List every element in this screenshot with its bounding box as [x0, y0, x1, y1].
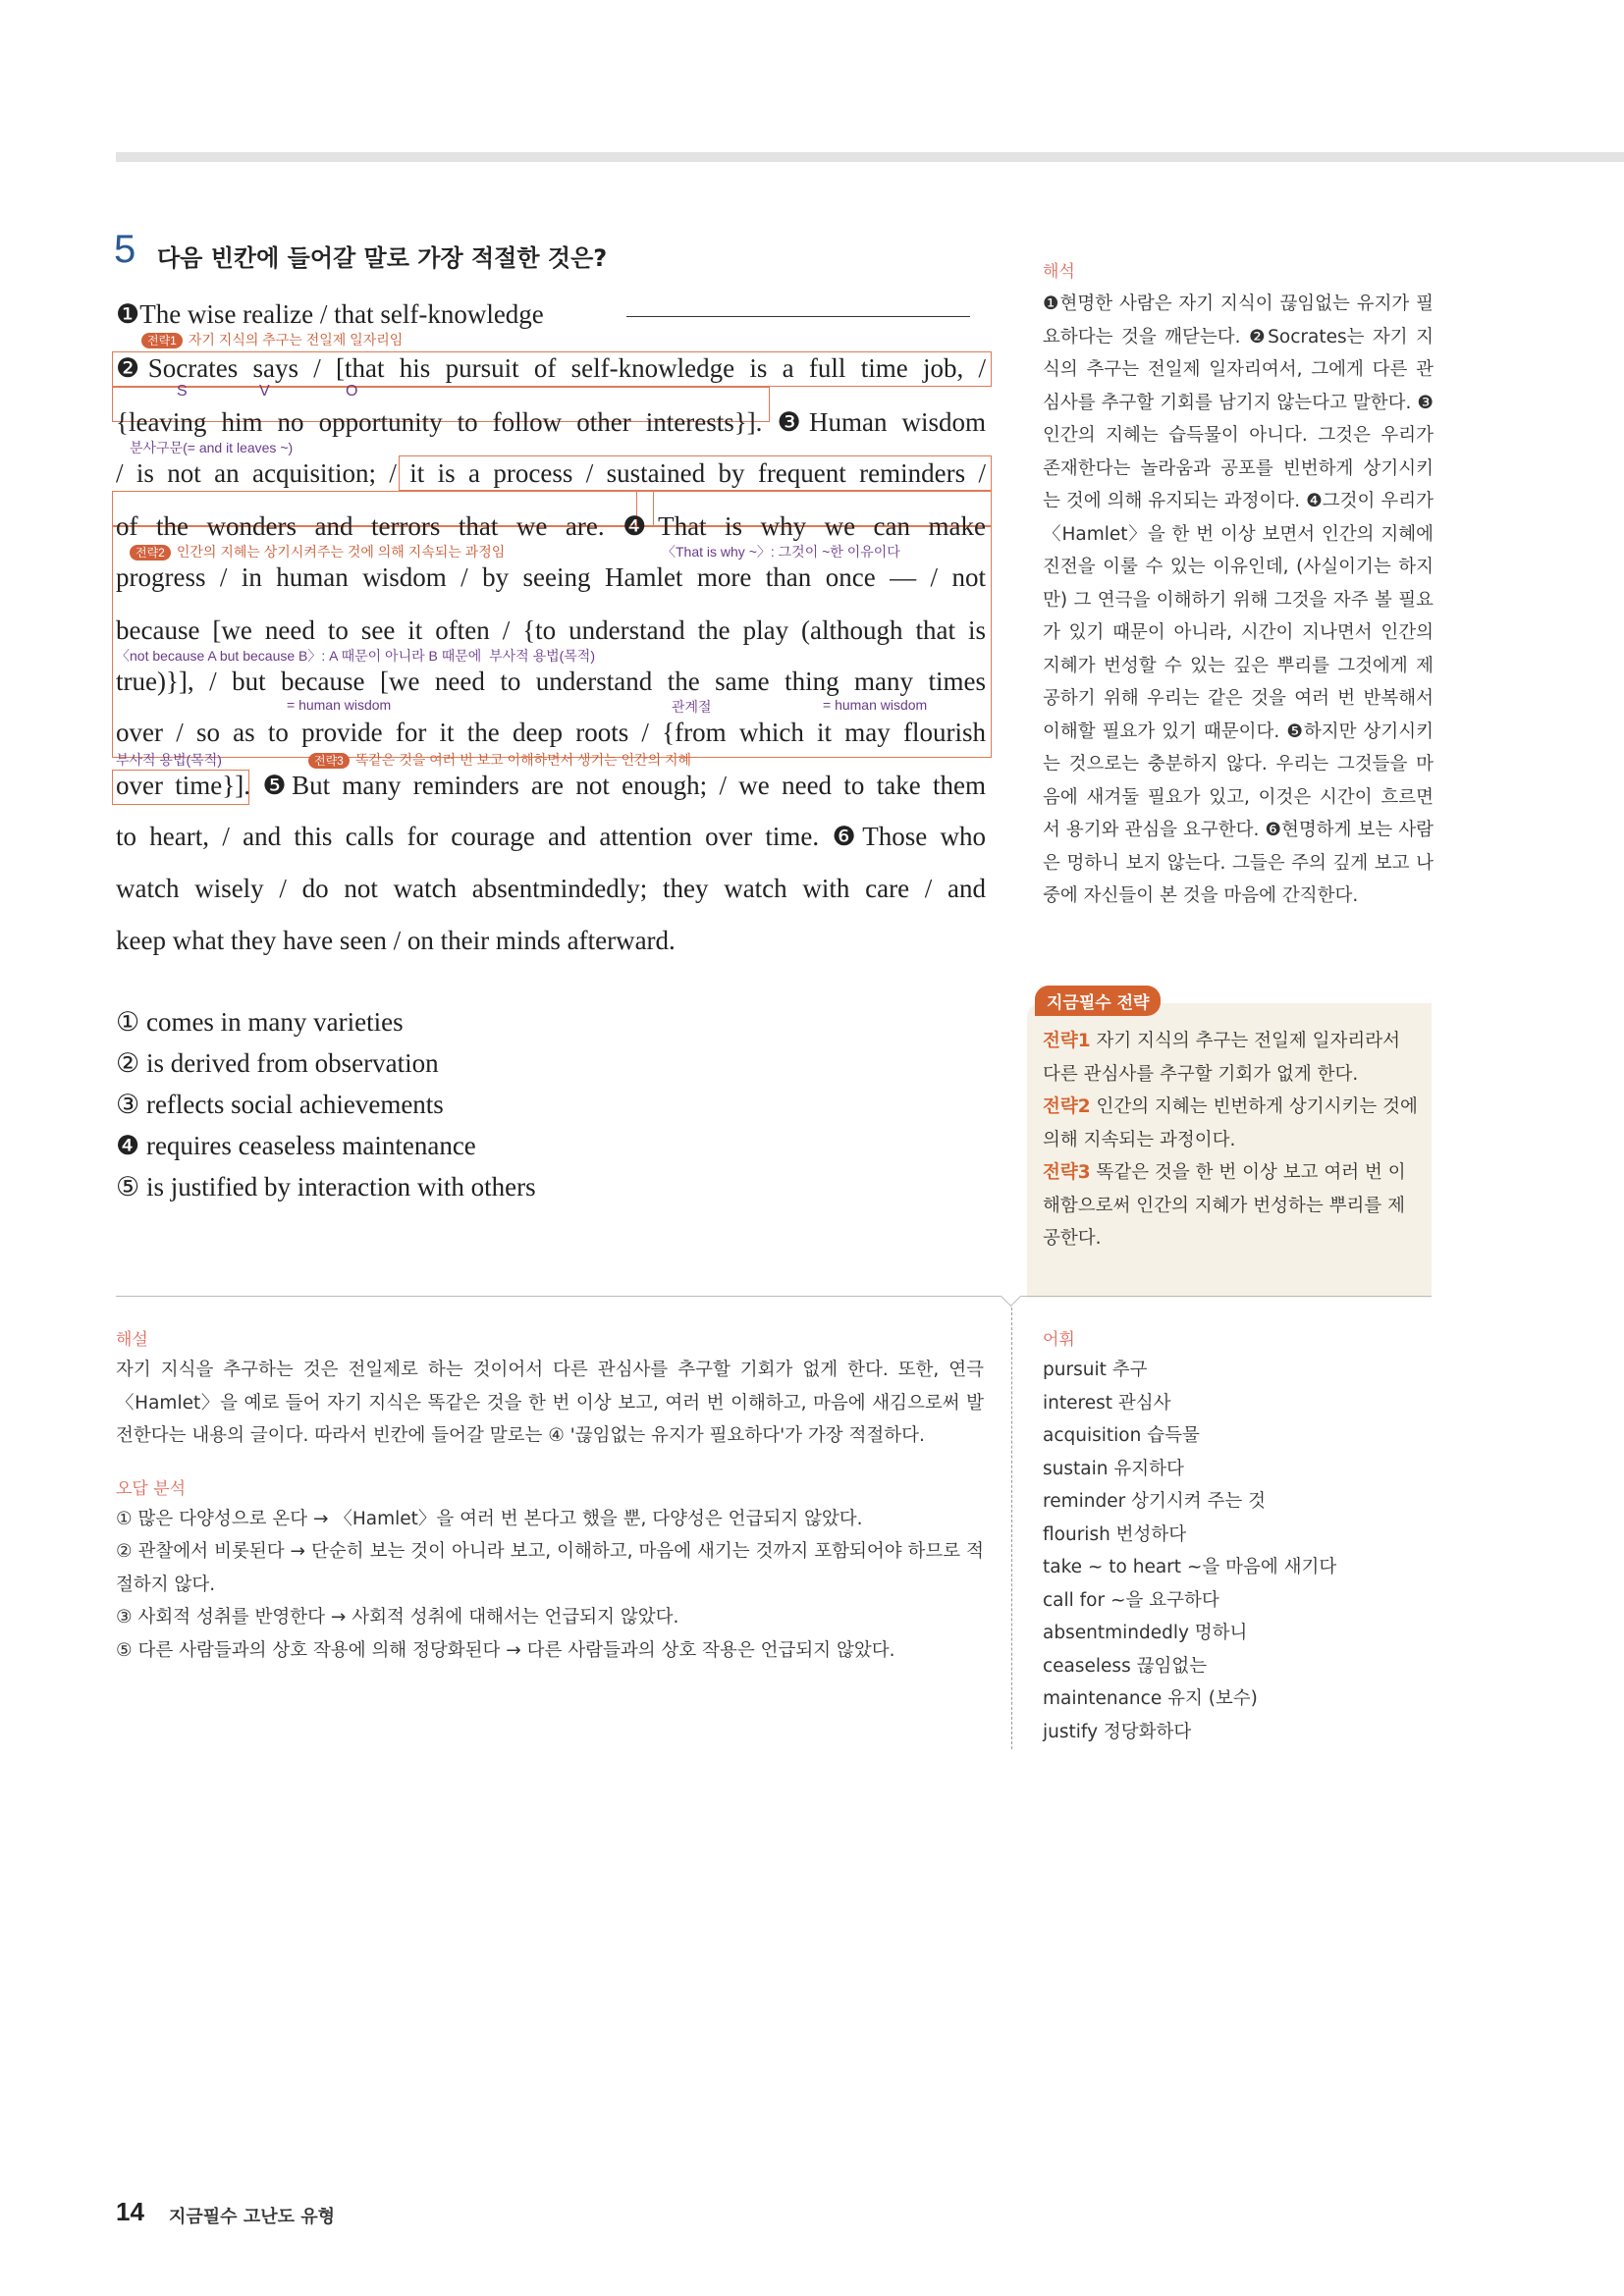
- wrong-analysis-list: [116, 1503, 984, 1668]
- wrong-item-5: ⑤ 다른 사람들과의 상호 작용에 의해 정당화된다 → 다른 사람들과의 상호 작용은 언급되지 않았다.: [116, 1639, 895, 1661]
- explanation-section: [116, 1325, 984, 1667]
- book-title: 지금필수 고난도 유형: [169, 2207, 336, 2227]
- vocab-item: interest 관심사: [1043, 1392, 1171, 1414]
- vocab-item: sustain 유지하다: [1043, 1458, 1184, 1479]
- passage-line-8: true)}], / but because [we need to understand the same thing many times: [116, 667, 986, 696]
- passage-line-13: keep what they have seen / on their minds afterward.: [116, 926, 676, 955]
- adverbial-annotation-2: 부사적 용법(목적): [116, 752, 222, 768]
- strategy-item-3: 전략3 똑같은 것을 한 번 이상 보고 여러 번 이해함으로써 인간의 지혜가 번성하는 뿌리를 제공한다.: [1043, 1162, 1406, 1249]
- that-is-why-annotation: 〈That is why ~〉: 그것이 ~한 이유이다: [662, 544, 900, 560]
- subject-label: S: [177, 383, 188, 400]
- strategy2-text: 인간의 지혜는 상기시켜주는 것에 의해 지속되는 과정임: [176, 544, 506, 560]
- passage-line-7: because [we need to see it often / {to understand the play (although that is: [116, 615, 986, 645]
- vocab-item: call for ~을 요구하다: [1043, 1589, 1219, 1611]
- strategy-item-1: 전략1 자기 지식의 추구는 전일제 일자리라서 다른 관심사를 추구할 기회가 없게 한다.: [1043, 1031, 1400, 1085]
- passage-line-12: watch wisely / do not watch absentmindedly; they watch with care / and: [116, 874, 986, 903]
- option-4-correct[interactable]: ❹ requires ceaseless maintenance: [116, 1131, 476, 1160]
- strategy1-tag: 전략1: [141, 333, 183, 348]
- option-1[interactable]: ① comes in many varieties: [116, 1007, 404, 1037]
- vocab-item: ceaseless 끊임없는: [1043, 1655, 1208, 1677]
- translation-heading: 해석: [1043, 262, 1075, 282]
- vocab-item: reminder 상기시켜 주는 것: [1043, 1491, 1266, 1512]
- strategy3-text: 똑같은 것을 여러 번 보고 이해하면서 생기는 인간의 지혜: [354, 752, 692, 768]
- vocab-item: justify 정당화하다: [1043, 1721, 1192, 1742]
- object-label: O: [346, 383, 358, 400]
- verb-label: V: [259, 383, 270, 400]
- vocabulary-heading: 어휘: [1043, 1330, 1075, 1350]
- option-5[interactable]: ⑤ is justified by interaction with others: [116, 1172, 536, 1201]
- question-title: 다음 빈칸에 들어갈 말로 가장 적절한 것은?: [157, 244, 608, 272]
- vocab-item: flourish 번성하다: [1043, 1523, 1187, 1545]
- passage-line-3: {leaving him no opportunity to follow other interests}]. ❸Human wisdom: [116, 407, 986, 437]
- strategy1-annotation: [141, 330, 403, 349]
- answer-options: [116, 1001, 536, 1207]
- wrong-item-2: ② 관찰에서 비롯된다 → 단순히 보는 것이 아니라 보고, 이해하고, 마음에 새기는 것까지 포함되어야 하므로 적절하지 않다.: [116, 1541, 984, 1595]
- divider-notch: [1001, 1286, 1021, 1307]
- passage-line-1: ❶The wise realize / that self-knowledge: [116, 299, 544, 329]
- question-number: 5: [114, 228, 136, 271]
- top-divider-bar: [116, 152, 1624, 162]
- wrong-item-1: ① 많은 다양성으로 온다 → 〈Hamlet〉을 여러 번 본다고 했을 뿐, 다양성은 언급되지 않았다.: [116, 1508, 863, 1529]
- strategy-list: [1043, 1025, 1420, 1255]
- strategy3-annotation: [308, 750, 691, 770]
- translation-text: ❶현명한 사람은 자기 지식이 끊임없는 유지가 필요하다는 것을 깨닫는다. ❷Socrates는 자기 지식의 추구는 전일제 일자리여서, 그에게 다른 관심사를 추구할 기회를 남기지 않는다고 말한다. ❸인간의 지혜는 습득물이 아니다. 그것은 우리가 존재한다는 놀라움과 공포를 빈번하게 상기시키는 것에 의해 유지되는 과정이다. ❹그것이 우리가 〈Hamlet〉을 한 번 이상 보면서 인간의 지혜에 진전을 이룰 수 있는 이유인데, (사실이기는 하지만) 그 연극을 이해하기 위해 그것을 자주 볼 필요가 있기 때문이 아니라, 시간이 지나면서 인간의 지혜가 번성할 수 있는 깊은 뿌리를 그것에게 제공하기 위해 우리는 같은 것을 여러 번 반복해서 이해할 필요가 있기 때문이다. ❺하지만 상기시키는 것으로는 충분하지 않다. 우리는 그것들을 마음에 새겨둘 필요가 있고, 이것은 시간이 흐르면서 용기와 관심을 요구한다. ❻현명하게 보는 사람은 멍하니 보지 않는다. 그들은 주의 깊게 보고 나중에 자신들이 본 것을 마음에 간직한다.: [1043, 294, 1434, 906]
- passage-line-2: ❷Socrates says / [that his pursuit of self-knowledge is a full time job, /: [116, 353, 986, 383]
- strategy3-tag: 전략3: [308, 753, 350, 769]
- wrong-analysis-heading: 오답 분석: [116, 1478, 187, 1499]
- strategy2-annotation: [130, 542, 505, 561]
- strategy2-tag: 전략2: [130, 545, 171, 561]
- strategy-item-2: 전략2 인간의 지혜는 빈번하게 상기시키는 것에 의해 지속되는 과정이다.: [1043, 1096, 1418, 1150]
- passage-line-6: progress / in human wisdom / by seeing Hamlet more than once — / not: [116, 562, 986, 592]
- column-dashed-divider: [1011, 1308, 1012, 1749]
- vocab-item: maintenance 유지 (보수): [1043, 1688, 1258, 1709]
- page-number: 14: [116, 2197, 144, 2226]
- participle-annotation: 분사구문(= and it leaves ~): [130, 440, 294, 455]
- vocab-item: acquisition 습득물: [1043, 1425, 1200, 1446]
- wrong-item-3: ③ 사회적 성취를 반영한다 → 사회적 성취에 대해서는 언급되지 않았다.: [116, 1607, 679, 1628]
- explanation-heading: 해설: [116, 1330, 148, 1350]
- option-2[interactable]: ② is derived from observation: [116, 1048, 439, 1078]
- strategy-panel-tag: 지금필수 전략: [1035, 986, 1161, 1016]
- passage-line-9: over / so as to provide for it the deep roots / {from which it may flourish: [116, 718, 986, 747]
- vocabulary-section: [1043, 1325, 1396, 1748]
- human-wisdom-annotation-1: = human wisdom: [287, 697, 392, 713]
- strategy1-text: 자기 지식의 추구는 전일제 일자리임: [188, 332, 404, 347]
- option-3[interactable]: ③ reflects social achievements: [116, 1090, 444, 1119]
- vocab-item: pursuit 추구: [1043, 1360, 1148, 1380]
- passage-line-4: / is not an acquisition; / it is a process / sustained by frequent reminders /: [116, 458, 986, 488]
- explanation-text: 자기 지식을 추구하는 것은 전일제로 하는 것이어서 다른 관심사를 추구할 기회가 없게 한다. 또한, 연극 〈Hamlet〉을 예로 들어 자기 지식은 똑같은 것을 한 번 이상 보고, 여러 번 이해하고, 마음에 새김으로써 발전한다는 내용의 글이다. 따라서 빈칸에 들어갈 말로는 ④ '끊임없는 유지가 필요하다'가 가장 적절하다.: [116, 1360, 984, 1446]
- relative-clause-annotation: 관계절: [672, 699, 712, 715]
- human-wisdom-annotation-2: = human wisdom: [823, 697, 928, 713]
- vocab-item: absentmindedly 멍하니: [1043, 1623, 1248, 1643]
- passage-line-5: of the wonders and terrors that we are. ❹That is why we can make: [116, 511, 986, 541]
- vocab-item: take ~ to heart ~을 마음에 새기다: [1043, 1557, 1337, 1577]
- passage-line-11: to heart, / and this calls for courage and attention over time. ❻Those who: [116, 822, 986, 851]
- not-because-annotation: 〈not because A but because B〉: A 때문이 아니라 B 때문에 부사적 용법(목적): [116, 648, 595, 664]
- section-divider: [116, 1296, 1432, 1297]
- translation-section: [1043, 257, 1434, 913]
- passage-line-10: over time}]. ❺But many reminders are not enough; / we need to take them: [116, 771, 986, 800]
